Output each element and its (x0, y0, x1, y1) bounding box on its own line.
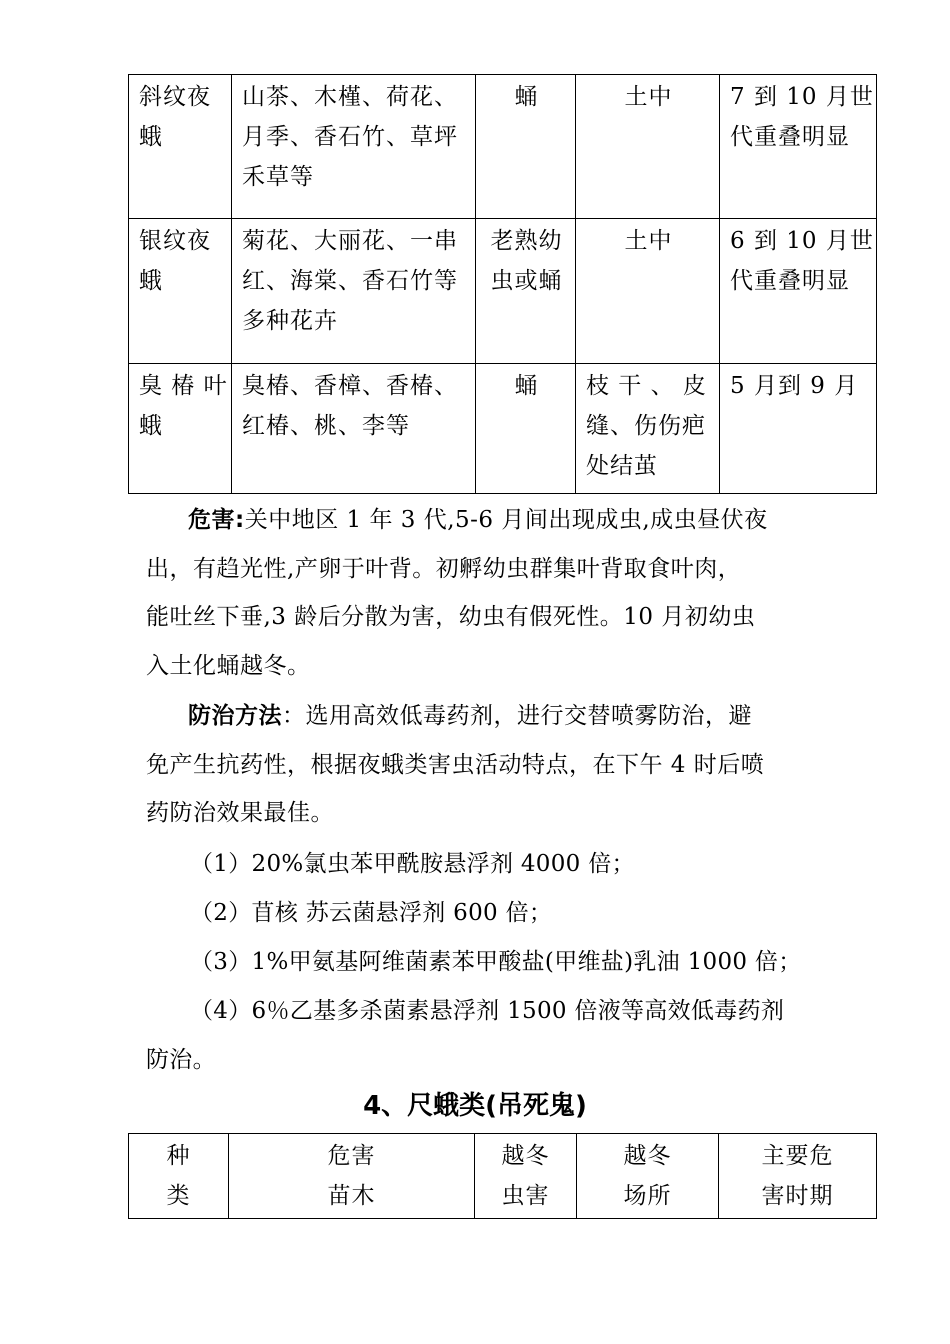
treatment-item: （3）1%甲氨基阿维菌素苯甲酸盐(甲维盐)乳油 1000 倍； (190, 949, 802, 975)
cell-text: 土中 (624, 84, 673, 110)
cell-text: 蛹 (514, 84, 539, 110)
table-cell-stage (476, 75, 576, 219)
header-text: 越冬 (623, 1143, 672, 1169)
cell-text: 代重叠明显 (730, 124, 850, 150)
cell-text: 老熟幼 (490, 228, 563, 254)
table-header-row (129, 1134, 877, 1219)
cell-text: 5 月到 9 月 (730, 373, 859, 399)
table-header-cell (229, 1134, 475, 1219)
table-cell-host (232, 364, 476, 494)
cell-text: 臭椿、香樟、香椿、 (242, 373, 458, 399)
table-row (129, 364, 877, 494)
table-cell-site (576, 364, 720, 494)
cell-text: 蛾 (139, 268, 163, 294)
table-cell-host (232, 75, 476, 219)
treatment-item: （2）苜核 苏云菌悬浮剂 600 倍； (190, 900, 553, 926)
header-text: 害时期 (761, 1183, 834, 1209)
cell-text: 蛾 (139, 413, 163, 439)
harm-line: 出，有趋光性,产卵于叶背。初孵幼虫群集叶背取食叶肉， (146, 555, 742, 582)
treatment-item: 防治。 (146, 1047, 216, 1073)
moth-table (128, 74, 877, 494)
cell-text: 臭 椿 叶 (139, 373, 228, 399)
table-cell-period (720, 364, 877, 494)
harm-label: 危害: (188, 507, 245, 533)
control-line: ：选用高效低毒药剂，进行交替喷雾防治，避 (282, 703, 752, 729)
cell-text: 代重叠明显 (730, 268, 850, 294)
cell-text: 7 到 10 月世 (730, 84, 874, 110)
control-paragraph (146, 692, 816, 838)
harm-line: 关中地区 1 年 3 代,5-6 月间出现成虫,成虫昼伏夜 (244, 507, 768, 533)
table-cell-site (576, 75, 720, 219)
table-row (129, 219, 877, 364)
control-line: 免产生抗药性，根据夜蛾类害虫活动特点，在下午 4 时后喷 (146, 751, 765, 778)
table-cell-species (129, 75, 232, 219)
cell-text: 处结茧 (586, 453, 658, 479)
header-text: 虫害 (501, 1183, 550, 1209)
control-line: 药防治效果最佳。 (146, 800, 334, 826)
header-text: 危害 (327, 1143, 376, 1169)
table-cell-site (576, 219, 720, 364)
harm-paragraph (146, 496, 816, 690)
header-text: 越冬 (501, 1143, 550, 1169)
section-heading: 4、尺蛾类(吊死鬼) (363, 1091, 587, 1121)
cell-text: 红、海棠、香石竹等 (242, 268, 458, 294)
table-header-cell (719, 1134, 877, 1219)
geometrid-table (128, 1133, 877, 1219)
cell-text: 山茶、木槿、荷花、 (242, 84, 458, 110)
treatment-item: （4）6％乙基多杀菌素悬浮剂 1500 倍液等高效低毒药剂 (190, 998, 785, 1024)
cell-text: 6 到 10 月世 (730, 228, 874, 254)
cell-text: 红椿、桃、李等 (242, 413, 410, 439)
control-label: 防治方法 (188, 703, 282, 729)
table-cell-host (232, 219, 476, 364)
header-text: 苗木 (327, 1183, 376, 1209)
cell-text: 蛾 (139, 124, 163, 150)
cell-text: 银纹夜 (139, 228, 211, 254)
cell-text: 多种花卉 (242, 308, 338, 334)
harm-line: 入土化蛹越冬。 (146, 652, 311, 679)
table-cell-species (129, 219, 232, 364)
header-text: 种 (166, 1143, 191, 1169)
table-cell-stage (476, 364, 576, 494)
table-cell-period (720, 219, 877, 364)
table-row (129, 75, 877, 219)
header-text: 类 (166, 1183, 191, 1209)
cell-text: 菊花、大丽花、一串 (242, 228, 458, 254)
cell-text: 斜纹夜 (139, 84, 211, 110)
harm-line: 能吐丝下垂,3 龄后分散为害，幼虫有假死性。10 月初幼虫 (146, 604, 756, 630)
table-header-cell (577, 1134, 719, 1219)
table-cell-period (720, 75, 877, 219)
table-cell-species (129, 364, 232, 494)
table-header-cell (129, 1134, 229, 1219)
cell-text: 蛹 (514, 373, 539, 399)
header-text: 场所 (623, 1183, 672, 1209)
cell-text: 缝、伤伤疤 (586, 413, 706, 439)
header-text: 主要危 (761, 1143, 834, 1169)
table-header-cell (475, 1134, 577, 1219)
cell-text: 土中 (624, 228, 673, 254)
cell-text: 枝 干 、 皮 (586, 373, 707, 399)
treatment-item: （1）20%氯虫苯甲酰胺悬浮剂 4000 倍； (190, 851, 635, 877)
cell-text: 月季、香石竹、草坪 (242, 124, 458, 150)
cell-text: 禾草等 (242, 164, 314, 190)
table-cell-stage (476, 219, 576, 364)
cell-text: 虫或蛹 (490, 268, 563, 294)
